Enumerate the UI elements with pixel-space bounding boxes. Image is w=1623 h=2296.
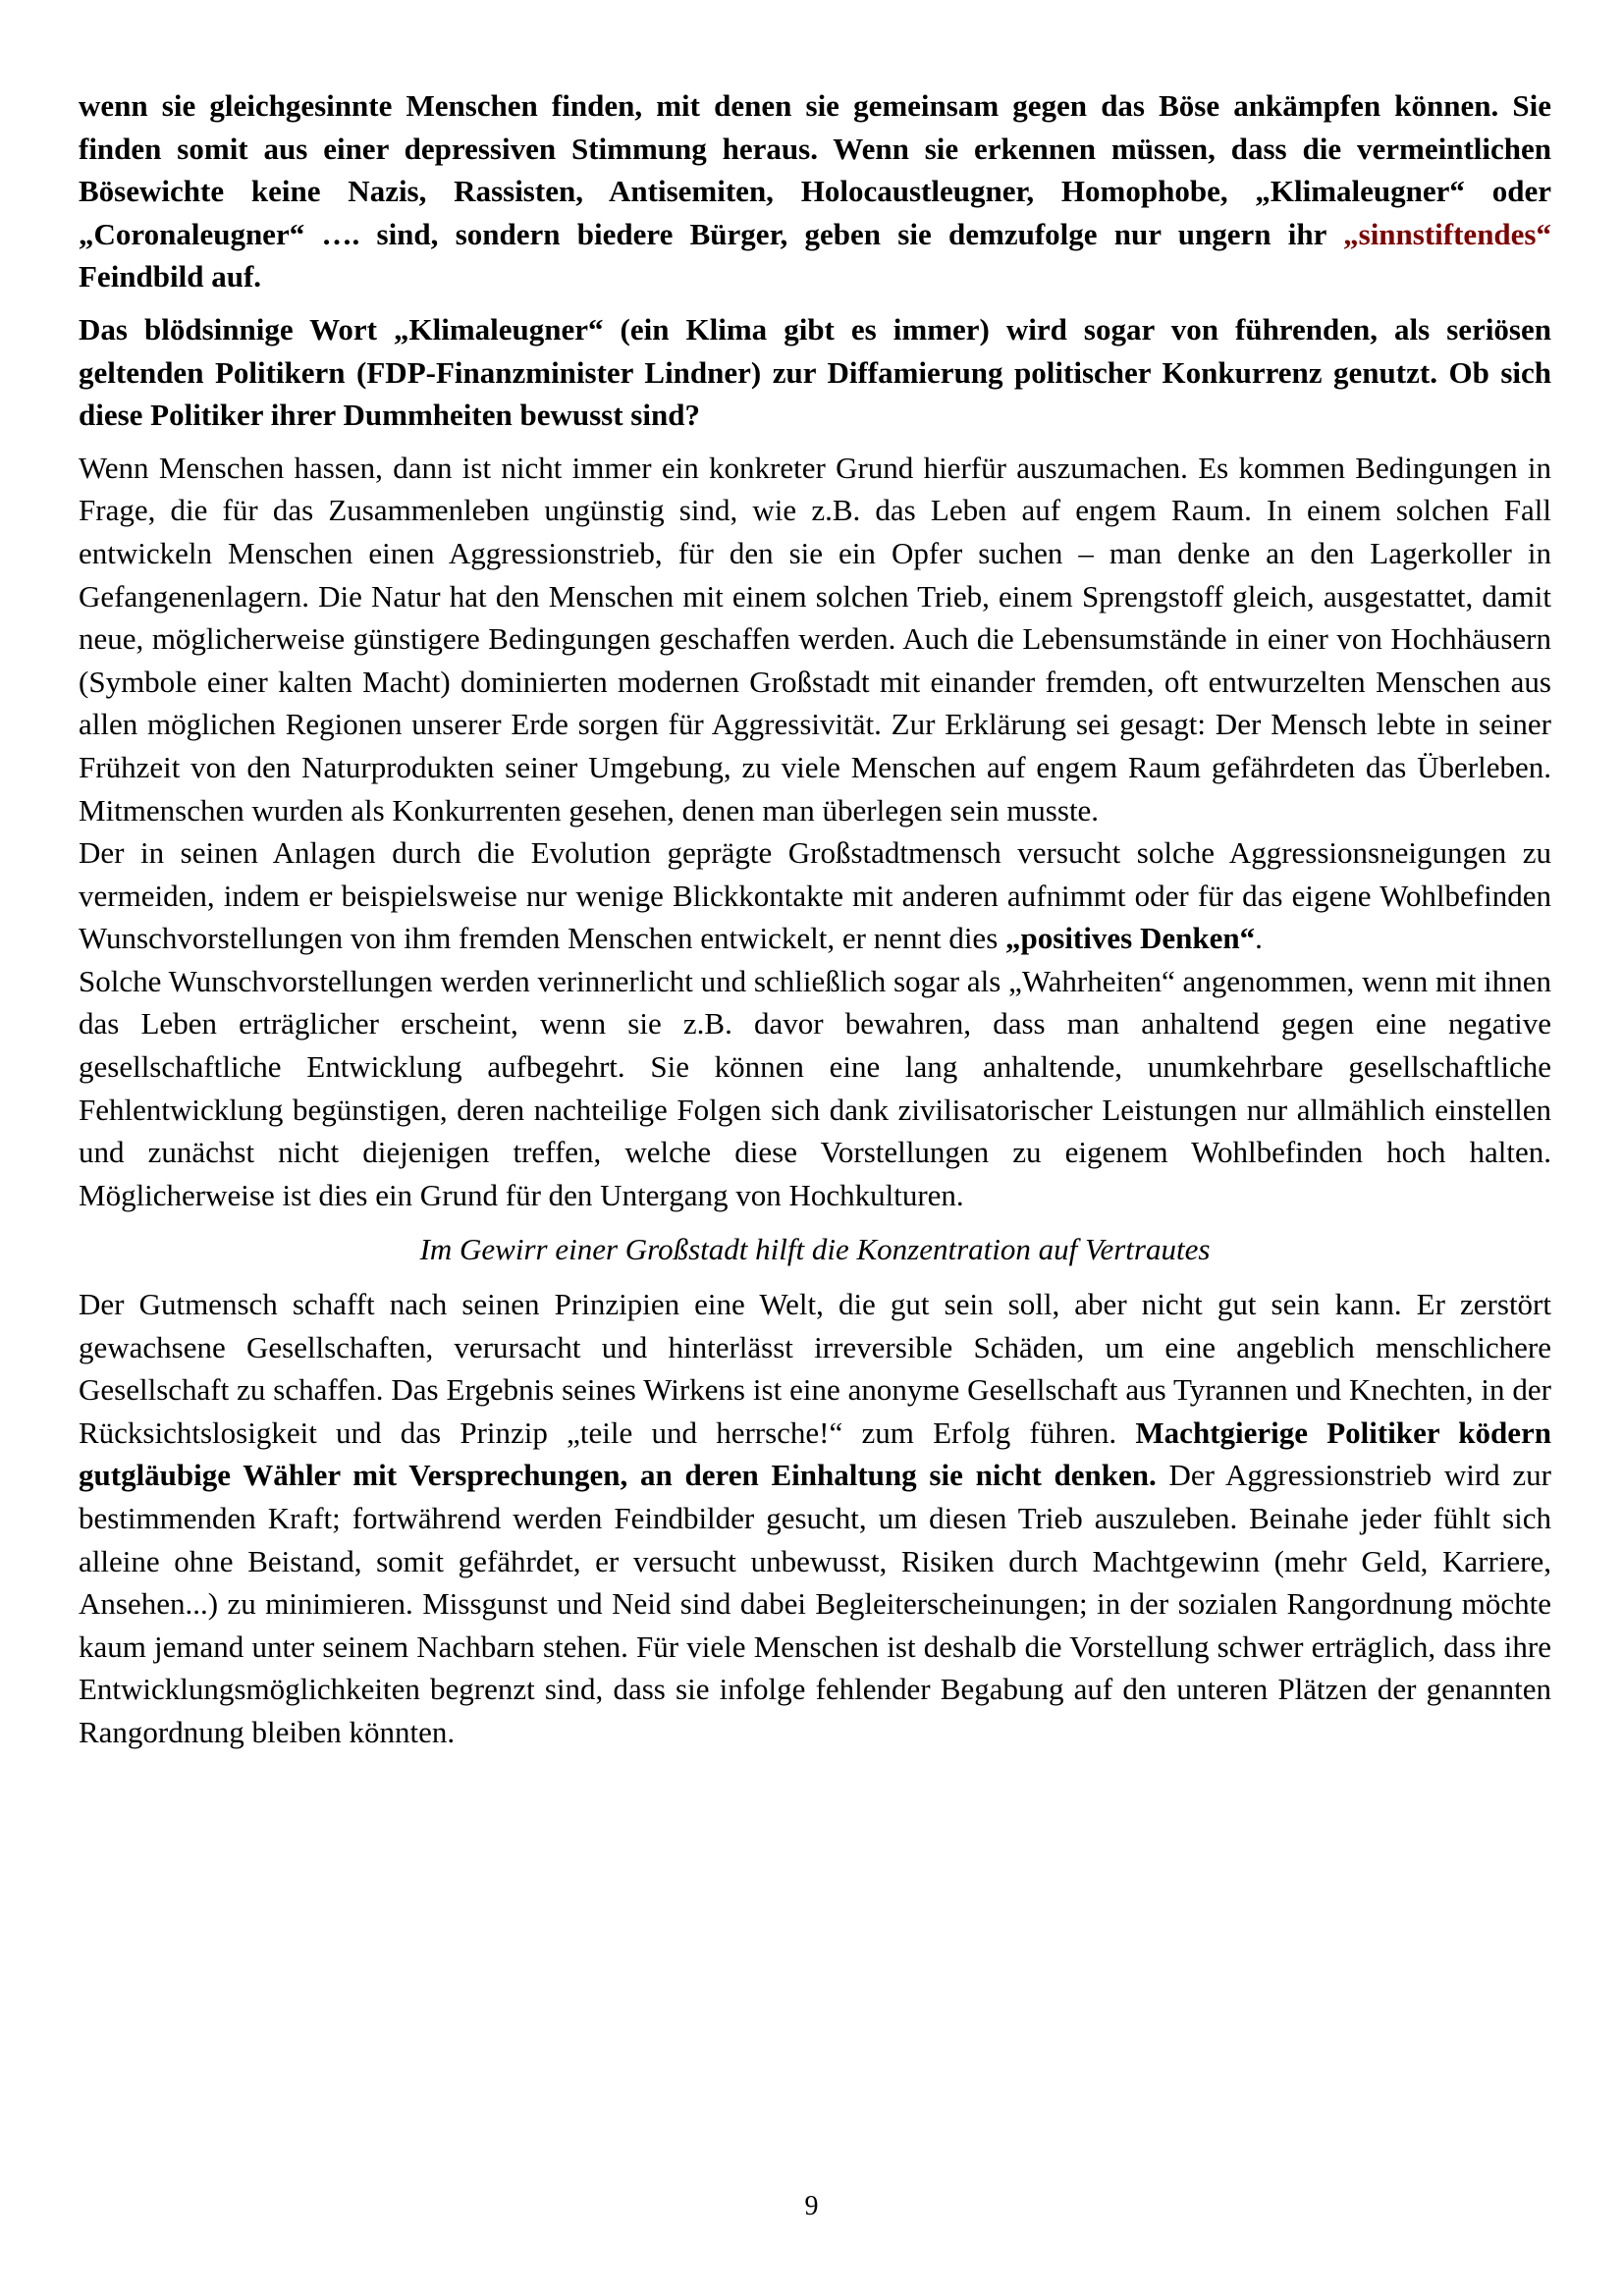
bold-phrase: „positives Denken“: [1005, 921, 1256, 956]
paragraph-text: Feindbild auf.: [79, 259, 262, 294]
section-heading: Im Gewirr einer Großstadt hilft die Konzentration auf Vertrautes: [419, 1232, 1211, 1267]
paragraph-4: [79, 831, 1551, 960]
paragraph-text: Der Gutmensch schafft nach seinen Prinzipien eine Welt, die gut sein soll, aber nicht gut sein kann. Er zerstört gewachsene Gesellschaften, verursacht und hinterlässt irreversible Schäden, um eine angeblich menschlichere Gesellschaft zu schaffen. Das Ergebnis seines Wirkens ist eine anonyme Gesellschaft aus Tyrannen und Knechten, in der Rücksichtslosigkeit und das Prinzip „teile und herrsche!“ zum Erfolg führen.: [79, 1287, 1551, 1450]
paragraph-text: Der Aggressionstrieb wird zur bestimmenden Kraft; fortwährend werden Feindbilder gesucht, um diesen Trieb auszuleben. Beinahe jeder fühlt sich alleine ohne Beistand, somit gefährdet, er versucht unbewusst, Risiken durch Machtgewinn (mehr Geld, Karriere, Ansehen...) zu minimieren. Missgunst und Neid sind dabei Begleiterscheinungen; in der sozialen Rangordnung möchte kaum jemand unter seinem Nachbarn stehen. Für viele Menschen ist deshalb die Vorstellung schwer erträglich, dass ihre Entwicklungsmöglichkeiten begrenzt sind, dass sie infolge fehlender Begabung auf den unteren Plätzen der genannten Rangordnung bleiben könnten.: [79, 1458, 1551, 1749]
paragraph-5: Solche Wunschvorstellungen werden verinnerlicht und schließlich sogar als „Wahrheiten“ angenommen, wenn mit ihnen das Leben erträglicher erscheint, wenn sie z.B. davor bewahren, dass man anhaltend gegen eine negative gesellschaftliche Entwicklung aufbegehrt. Sie können eine lang anhaltende, unumkehrbare gesellschaftliche Fehlentwicklung begünstigen, deren nachteilige Folgen sich dank zivilisatorischer Leistungen nur allmählich einstellen und zunächst nicht diejenigen treffen, welche diese Vorstellungen zu eigenem Wohlbefinden hoch halten. Möglicherweise ist dies ein Grund für den Untergang von Hochkulturen.: [79, 963, 1551, 1212]
bold-phrase: Machtgierige Politiker ködern gutgläubige Wähler mit Versprechungen, an deren Einhaltung sie nicht denken.: [79, 1415, 1552, 1493]
page-number: 9: [804, 2191, 819, 2221]
paragraph-3: Wenn Menschen hassen, dann ist nicht immer ein konkreter Grund hierfür auszumachen. Es kommen Bedingungen in Frage, die für das Zusammenleben ungünstig sind, wie z.B. das Leben auf engem Raum. In einem solchen Fall entwickeln Menschen einen Aggressionstrieb, für den sie ein Opfer suchen – man denke an den Lagerkoller in Gefangenenlagern. Die Natur hat den Menschen mit einem solchen Trieb, einem Sprengstoff gleich, ausgestattet, damit neue, möglicherweise günstigere Bedingungen geschaffen werden. Auch die Lebensumstände in einer von Hochhäusern (Symbole einer kalten Macht) dominierten modernen Großstadt mit einander fremden, oft entwurzelten Menschen aus allen möglichen Regionen unserer Erde sorgen für Aggressivität. Zur Erklärung sei gesagt: Der Mensch lebte in seiner Frühzeit von den Naturprodukten seiner Umgebung, zu viele Menschen auf engem Raum gefährdeten das Überleben. Mitmenschen wurden als Konkurrenten gesehen, denen man überlegen sein musste.: [79, 450, 1551, 828]
highlighted-word: „sinnstiftendes“: [1343, 216, 1551, 251]
paragraph-text: Der in seinen Anlagen durch die Evolution geprägte Großstadtmensch versucht solche Aggressionsneigungen zu vermeiden, indem er beispielsweise nur wenige Blickkontakte mit anderen aufnimmt oder für das eigene Wohlbefinden Wunschvorstellungen von ihm fremden Menschen entwickelt, er nennt dies: [79, 835, 1551, 956]
paragraph-bold-1: [79, 84, 1551, 298]
paragraph-6: [79, 1283, 1551, 1754]
paragraph-text: .: [1255, 921, 1263, 956]
document-page: [79, 84, 1551, 1754]
paragraph-bold-2: Das blödsinnige Wort „Klimaleugner“ (ein Klima gibt es immer) wird sogar von führenden, als seriösen geltenden Politikern (FDP-Finanzminister Lindner) zur Diffamierung politischer Konkurrenz genutzt. Ob sich diese Politiker ihrer Dummheiten bewusst sind?: [79, 311, 1551, 433]
paragraph-text: wenn sie gleichgesinnte Menschen finden, mit denen sie gemeinsam gegen das Böse ankämpfen können. Sie finden somit aus einer depressiven Stimmung heraus. Wenn sie erkennen müssen, dass die vermeintlichen Bösewichte keine Nazis, Rassisten, Antisemiten, Holocaustleugner, Homophobe, „Klimaleugner“ oder „Coronaleugner“ …. sind, sondern biedere Bürger, geben sie demzufolge nur ungern ihr: [79, 88, 1551, 251]
